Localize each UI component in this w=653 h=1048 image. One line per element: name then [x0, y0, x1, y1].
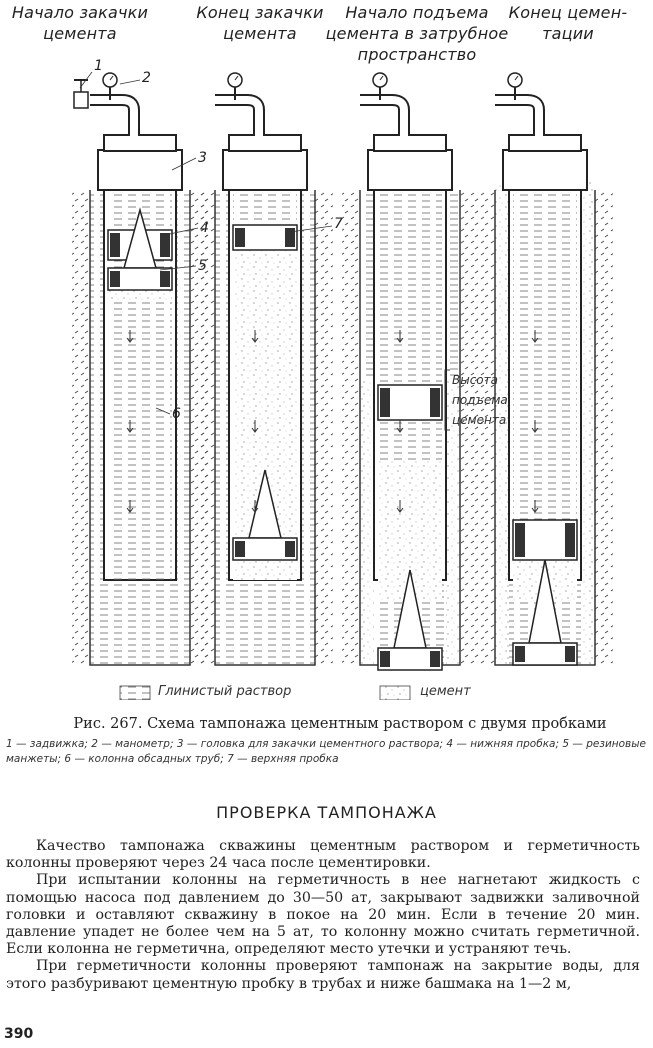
bottom-plug-2-cup-left — [235, 541, 245, 557]
cementing-head-1 — [98, 150, 182, 190]
cementing-head-2 — [223, 150, 307, 190]
top-plug-4-cup-right — [565, 523, 575, 557]
feed-pipe-4 — [495, 100, 539, 136]
body-text — [6, 838, 640, 993]
callout-1: 1 — [94, 58, 103, 74]
figure-caption: Рис. 267. Схема тампонажа цементным раствором с двумя пробками — [73, 716, 607, 732]
soil-left-3 — [342, 190, 360, 665]
page-number: 390 — [4, 1026, 34, 1042]
bottom-plug-1-cup-right — [160, 271, 170, 287]
paragraph-1: Качество тампонажа скважины цементным раствором и герметичность колонны проверяют через 24 часа после цементировки. — [6, 838, 640, 872]
section-heading: ПРОВЕРКА ТАМПОНАЖА — [216, 803, 437, 822]
top-plug-1-cup-right — [160, 233, 170, 257]
callout-4: 4 — [200, 220, 209, 236]
soil-right-3 — [460, 190, 478, 665]
bottom-plug-4-cup-right — [565, 646, 575, 662]
bottom-plug-3-cup-left — [380, 651, 390, 667]
stage-label-2-line2: цемента — [223, 24, 297, 43]
figure-legend: 1 — задвижка; 2 — манометр; 3 — головка для закачки цементного раствора; 4 — нижняя пробка; 5 — резиновые манжеты; 6 — колонна обсадных труб; 7 — верхняя пробка — [6, 738, 646, 765]
stage-label-1-line1: Начало закачки — [11, 3, 149, 22]
top-plug-2-cup-left — [235, 228, 245, 247]
head-flange-1 — [104, 135, 176, 151]
soil-right-4 — [595, 190, 613, 665]
paragraph-2: При испытании колонны на герметичность в нее нагнетают жидкость с помощью насоса под давлением до 30—50 ат, закрывают задвижки заливочной головки и оставляют скважину в покое на 20 мин. Если в течение 20 мин. давление упадет не более чем на 5 ат, то колонну можно считать герметичной. Если колонна не герметична, определяют место утечки и устраняют течь. — [6, 872, 640, 958]
valve-body-1 — [74, 92, 88, 108]
soil-left-4 — [477, 190, 495, 665]
legend-cement-swatch — [380, 686, 410, 700]
feed-pipe-3 — [360, 100, 404, 136]
stage-label-3-line2: цемента в затрубное — [325, 24, 509, 43]
callout-5: 5 — [198, 258, 207, 274]
callout-3: 3 — [198, 150, 207, 166]
head-flange-4 — [509, 135, 581, 151]
feed-pipe-1 — [90, 100, 134, 136]
soil-left-1 — [72, 190, 90, 665]
stage-label-2-line1: Конец закачки — [196, 3, 324, 22]
stage-label-4-line1: Конец цемен- — [508, 3, 628, 22]
stage-label-3-line3: пространство — [357, 45, 477, 64]
bottom-plug-4-cup-left — [515, 646, 525, 662]
paragraph-3: При герметичности колонны проверяют тампонаж на закрытие воды, для этого разбуривают цементную пробку в трубах и ниже башмака на 1—2 м, — [6, 958, 640, 992]
head-flange-2 — [229, 135, 301, 151]
callout-7: 7 — [334, 216, 343, 232]
height-label-line3: цемента — [452, 413, 507, 427]
top-plug-4-cup-left — [515, 523, 525, 557]
callout-6: 6 — [172, 406, 181, 422]
soil-right-2 — [315, 190, 333, 665]
bottom-plug-3-cup-right — [430, 651, 440, 667]
top-plug-2-cup-right — [285, 228, 295, 247]
bottom-plug-2-cup-right — [285, 541, 295, 557]
annulus-cement-right-4 — [581, 180, 595, 665]
stage-label-3-line1: Начало подъема — [345, 3, 489, 22]
stage-label-4-line2: тации — [542, 24, 594, 43]
bottom-plug-1-cup-left — [110, 271, 120, 287]
head-flange-3 — [374, 135, 446, 151]
top-plug-1-cup-left — [110, 233, 120, 257]
top-plug-3-cup-right — [430, 388, 440, 417]
height-label-line1: Высота — [452, 373, 498, 387]
annulus-cement-left-3 — [360, 380, 374, 665]
legend-cement-label: цемент — [420, 684, 471, 699]
cementing-head-3 — [368, 150, 452, 190]
feed-pipe-2 — [215, 100, 259, 136]
legend-clay-label: Глинистый раствор — [158, 684, 292, 699]
callout-2: 2 — [142, 70, 151, 86]
height-label-line2: подъема — [452, 393, 508, 407]
cementing-head-4 — [503, 150, 587, 190]
top-plug-3-cup-left — [380, 388, 390, 417]
legend-clay-swatch — [120, 686, 150, 700]
stage-label-1-line2: цемента — [43, 24, 117, 43]
